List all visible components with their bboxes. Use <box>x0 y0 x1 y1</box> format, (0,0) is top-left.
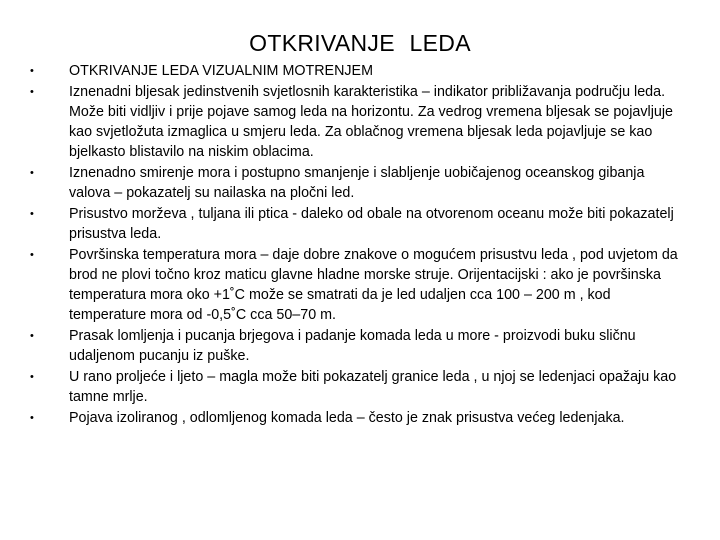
slide-title: OTKRIVANJE LEDA <box>249 30 471 56</box>
bullet-icon: • <box>30 65 34 77</box>
bullet-icon: • <box>30 86 34 99</box>
list-item <box>30 246 680 325</box>
list-item-text: OTKRIVANJE LEDA VIZUALNIM MOTRENJEM <box>69 63 373 79</box>
list-item-text: U rano proljeće i ljeto – magla može biti pokazatelj granice leda , u njoj se ledenjaci opažaju kao tamne mrlje. <box>69 368 677 405</box>
list-item <box>30 164 680 204</box>
list-item-text: Prisustvo morževa , tuljana ili ptica - daleko od obale na otvorenom oceanu može biti pokazatelj prisustva leda. <box>69 206 674 242</box>
list-item-text: Iznenadni bljesak jedinstvenih svjetlosnih karakteristika – indikator približavanja području leda. Može biti vidljiv i prije pojave samog leda na horizontu. Za vedrog vremena bljesak se pojavljuje kao svjetložuta izmaglica u smjeru leda. Za oblačnog vremena bljesak leda pojavljuje se kao bjelkasto blistavilo na niskim oblacima. <box>69 84 673 160</box>
list-item-text: Površinska temperatura mora – daje dobre znakove o mogućem prisustvu leda , pod uvjetom da brod ne plovi točno kroz maticu glavne hladne morske struje. Orijentacijski : ako je površinska temperatura mora oko +1˚C može se smatrati da je led udaljen cca 100 – 200 m , kod temperature mora od -0,5˚C cca 50–70 m. <box>69 247 678 323</box>
bullet-list <box>30 62 680 430</box>
bullet-icon: • <box>30 412 34 425</box>
bullet-icon: • <box>30 166 34 179</box>
list-item <box>30 409 680 429</box>
list-item <box>30 368 680 408</box>
bullet-icon: • <box>30 208 34 221</box>
list-item-text: Prasak lomljenja i pucanja brjegova i padanje komada leda u more - proizvodi buku sličnu udaljenom pucanju iz puške. <box>69 327 636 364</box>
list-item <box>30 327 680 367</box>
list-item <box>30 62 680 82</box>
list-item-text: Iznenadno smirenje mora i postupno smanjenje i slabljenje uobičajenog oceanskog gibanja valova – pokazatelj su nailaska na pločni led. <box>69 164 645 201</box>
list-item-text: Pojava izoliranog , odlomljenog komada leda – često je znak prisustva većeg ledenjaka. <box>69 410 625 427</box>
list-item <box>30 83 680 162</box>
bullet-icon: • <box>30 370 34 383</box>
bullet-icon: • <box>30 249 34 262</box>
bullet-icon: • <box>30 329 34 342</box>
list-item <box>30 205 680 245</box>
